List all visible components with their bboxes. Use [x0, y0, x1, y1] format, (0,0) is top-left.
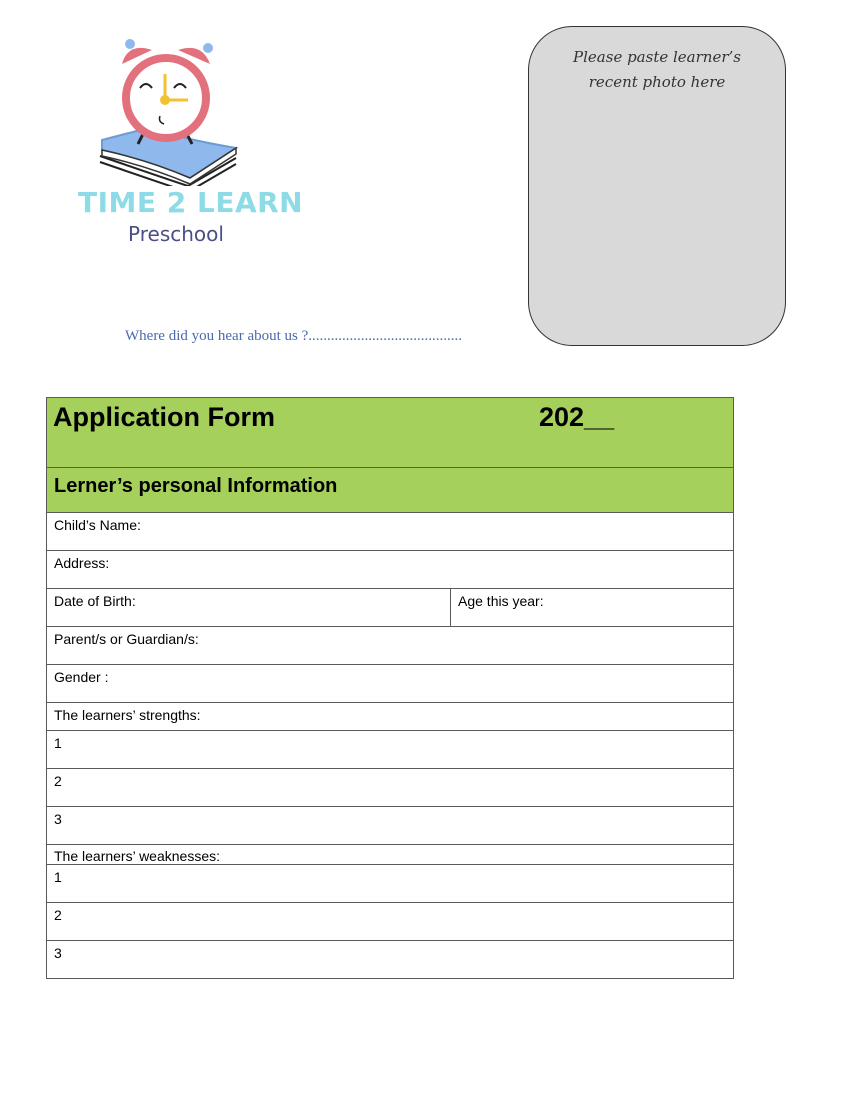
weakness-number: 2	[54, 907, 62, 923]
gender-label: Gender :	[54, 669, 109, 685]
weakness-row[interactable]	[47, 865, 734, 903]
strength-row[interactable]	[47, 731, 734, 769]
school-logo	[78, 36, 304, 251]
address-field[interactable]	[47, 551, 734, 589]
address-label: Address:	[54, 555, 110, 571]
child-name-label: Child’s Name:	[54, 517, 141, 533]
alarm-clock-book-icon	[78, 36, 278, 186]
form-title: Application Form	[53, 402, 275, 432]
form-header	[47, 398, 734, 468]
strength-number: 1	[54, 735, 62, 751]
photo-placeholder[interactable]	[528, 26, 786, 346]
section-header	[47, 468, 734, 513]
child-name-field[interactable]	[47, 513, 734, 551]
dob-field[interactable]	[47, 589, 451, 627]
strength-row[interactable]	[47, 807, 734, 845]
strength-row[interactable]	[47, 769, 734, 807]
logo-subtitle: Preschool	[128, 222, 224, 246]
weakness-number: 1	[54, 869, 62, 885]
strength-number: 3	[54, 811, 62, 827]
age-label: Age this year:	[458, 593, 544, 609]
application-form	[46, 397, 734, 979]
age-field[interactable]	[451, 589, 734, 627]
dob-label: Date of Birth:	[54, 593, 136, 609]
weakness-row[interactable]	[47, 941, 734, 979]
guardian-field[interactable]	[47, 627, 734, 665]
weakness-row[interactable]	[47, 903, 734, 941]
strengths-header	[47, 703, 734, 731]
photo-instruction: Please paste learner’s recent photo here	[573, 48, 741, 91]
weakness-number: 3	[54, 945, 62, 961]
strength-number: 2	[54, 773, 62, 789]
strengths-label: The learners’ strengths:	[54, 707, 201, 723]
weaknesses-header	[47, 845, 734, 865]
gender-field[interactable]	[47, 665, 734, 703]
weaknesses-label: The learners’ weaknesses:	[54, 848, 221, 864]
section-title: Lerner’s personal Information	[54, 475, 338, 497]
guardian-label: Parent/s or Guardian/s:	[54, 631, 199, 647]
referral-question: Where did you hear about us ?.........................................	[125, 328, 463, 344]
logo-title: TIME 2 LEARN	[78, 186, 304, 219]
form-year: 202__	[539, 402, 615, 432]
